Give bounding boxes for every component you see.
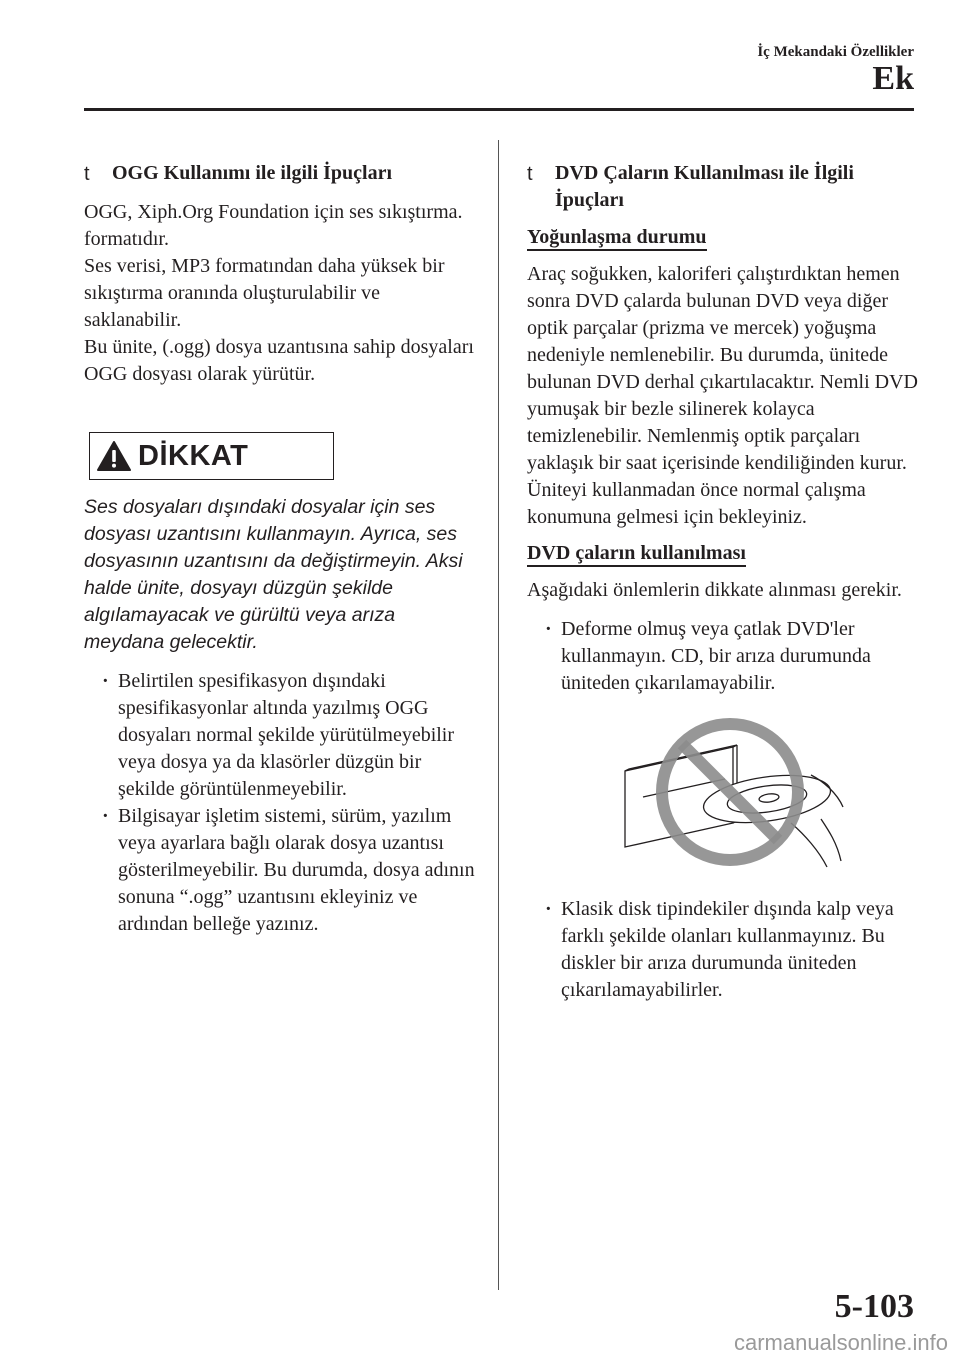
bullet-text: Belirtilen spesifikasyon dışındaki spesifikasyonlar altında yazılmış OGG dosyaları normal şekilde yürütülmeyebilir veya dosya ya da klasörler düzgün bir şekilde görüntülenmeyebilir. <box>118 670 455 800</box>
heading-marker: t <box>527 163 533 185</box>
dvd-heading <box>527 160 919 214</box>
header-rule <box>84 108 914 111</box>
page-number: 5-103 <box>834 1288 914 1325</box>
ogg-paragraph-3: Bu ünite, (.ogg) dosya uzantısına sahip dosyaları OGG dosyası olarak yürütür. <box>84 336 474 385</box>
right-column <box>527 160 919 1004</box>
watermark: carmanualsonline.info <box>733 1330 948 1355</box>
bullet-dot: · <box>102 805 109 827</box>
bullet-dot: · <box>102 670 109 692</box>
caution-box <box>89 432 334 480</box>
ogg-body <box>84 199 476 388</box>
dvd-usage-subheading: DVD çaların kullanılması <box>527 541 746 567</box>
list-item <box>102 803 476 938</box>
ogg-paragraph-2: Ses verisi, MP3 formatından daha yüksek bir sıkıştırma oranında oluşturulabilir ve saklanabilir. <box>84 255 445 331</box>
header-section: İç Mekandaki Özellikler <box>757 44 914 60</box>
dvd-heading-text: DVD Çaların Kullanılması ile İlgili İpuçları <box>555 162 854 211</box>
dvd-bullets-2 <box>527 896 919 1004</box>
header-chapter: Ek <box>872 60 914 97</box>
condensation-text: Araç soğukken, kaloriferi çalıştırdıktan hemen sonra DVD çalarda bulunan DVD veya diğer optik parçalar (prizma ve mercek) yoğuşma nedeniyle nemlenebilir. Bu durumda, ünitede bulunan DVD derhal çıkartılacaktır. Nemli DVD yumuşak bir bezle silinerek kolayca temizlenebilir. Nemlenmiş optik parçaları yaklaşık bir saat içerisinde kendiliğinden kurur. Üniteyi kullanmadan önce normal çalışma konumuna gelmesi için bekleyiniz. <box>527 263 918 528</box>
deformed-disc-illustration <box>615 711 845 873</box>
dvd-usage-text: Aşağıdaki önlemlerin dikkate alınması gerekir. <box>527 579 902 601</box>
ogg-heading-text: OGG Kullanımı ile ilgili İpuçları <box>112 162 393 184</box>
ogg-heading <box>84 160 476 188</box>
bullet-text: Bilgisayar işletim sistemi, sürüm, yazılım veya ayarlara bağlı olarak dosya uzantısı gösterilmeyebilir. Bu durumda, dosya adının sonuna “.ogg” uzantısını ekleyiniz ve ardından belleğe yazınız. <box>118 805 475 935</box>
bullet-dot: · <box>545 618 552 640</box>
warning-triangle-icon <box>96 440 132 472</box>
bullet-dot: · <box>545 898 552 920</box>
list-item <box>545 616 919 697</box>
left-column <box>84 160 476 938</box>
heading-marker: t <box>84 163 90 185</box>
column-divider <box>498 140 499 1290</box>
list-item <box>545 896 919 1004</box>
list-item <box>102 668 476 803</box>
ogg-paragraph-1: OGG, Xiph.Org Foundation için ses sıkıştırma. formatıdır. <box>84 201 463 250</box>
ogg-bullets <box>84 668 476 938</box>
bullet-text: Klasik disk tipindekiler dışında kalp veya farklı şekilde olanları kullanmayınız. Bu diskler bir arıza durumunda üniteden çıkarılamayabilirler. <box>561 898 894 1001</box>
caution-label: DİKKAT <box>138 439 249 472</box>
caution-text: Ses dosyaları dışındaki dosyalar için ses dosyası uzantısını kullanmayın. Ayrıca, ses dosyasının uzantısını da değiştirmeyin. Aksi halde ünite, dosyayı düzgün şekilde algılamayacak ve gürültü veya arıza meydana gelecektir. <box>84 496 463 653</box>
dvd-bullets <box>527 616 919 697</box>
condensation-subheading: Yoğunlaşma durumu <box>527 225 707 251</box>
bullet-text: Deforme olmuş veya çatlak DVD'ler kullanmayın. CD, bir arıza durumunda üniteden çıkarılamayabilir. <box>561 618 871 694</box>
